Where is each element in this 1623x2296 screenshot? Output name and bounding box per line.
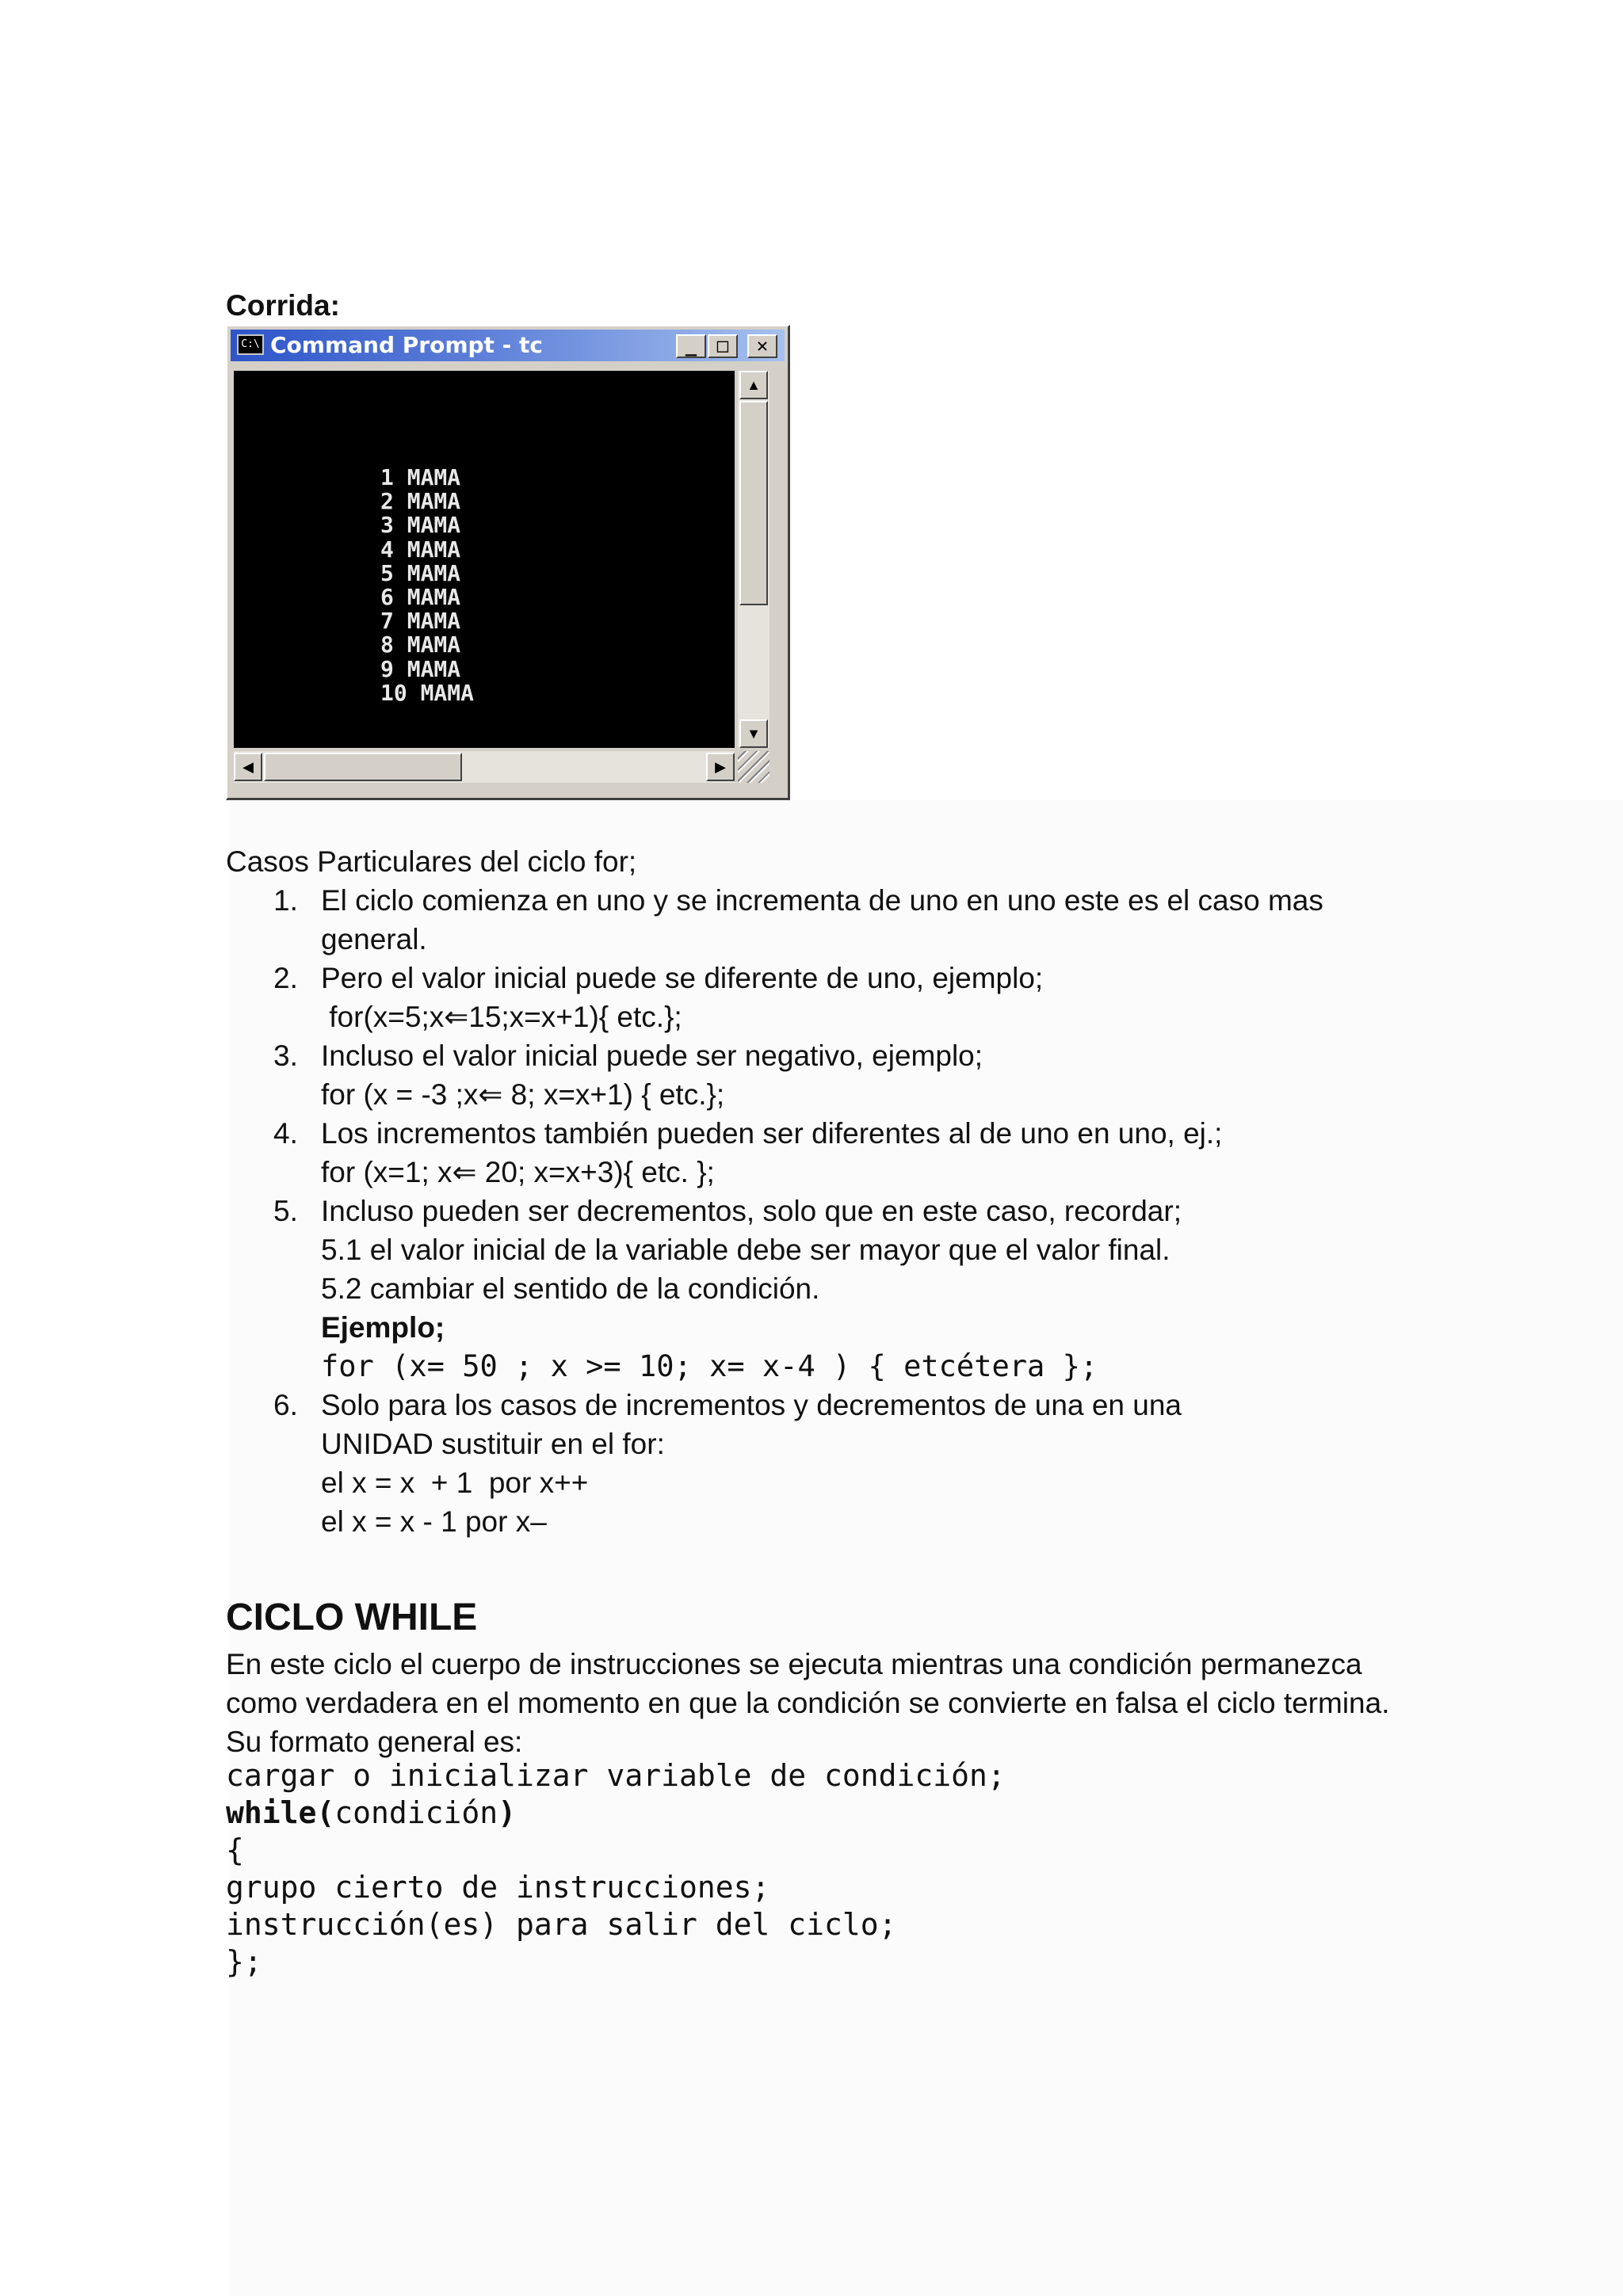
list-item: 3. Incluso el valor inicial puede ser negativo, ejemplo; for (x = -3 ;x⇐ 8; x=x+1) { etc.}; (273, 1039, 983, 1111)
vertical-scroll-thumb (739, 401, 768, 605)
scroll-up-arrow-icon: ▲ (739, 371, 768, 399)
resize-grip-icon (738, 751, 769, 783)
console-line: 1 MAMA (380, 464, 461, 490)
example-code: for (x= 50 ; x >= 10; x= x-4 ) { etcétera }; (321, 1349, 1098, 1383)
code-line: instrucción(es) para salir del ciclo; (226, 1907, 897, 1942)
while-description: En este ciclo el cuerpo de instrucciones se ejecuta mientras una condición permanezca como verdadera en el momento en que la condición se convierte en falsa el ciclo termina. Su formato general es: (226, 1648, 1390, 1758)
section-heading-ciclo-while: CICLO WHILE (226, 1596, 478, 1638)
casos-intro: Casos Particulares del ciclo for; (226, 845, 637, 878)
while-code-block (226, 1757, 1006, 1981)
console-line: 8 MAMA (380, 631, 461, 658)
while-keyword: while (226, 1795, 317, 1830)
vertical-scrollbar (738, 371, 769, 748)
corrida-label: Corrida: (226, 289, 340, 322)
code-line: { (226, 1833, 244, 1867)
code-line: cargar o inicializar variable de condición; (226, 1758, 1006, 1793)
console-line: 5 MAMA (380, 559, 461, 586)
list-item: 1. El ciclo comienza en uno y se incrementa de uno en uno este es el caso mas general. (273, 884, 1323, 955)
cmd-output (380, 466, 474, 705)
command-prompt-window (226, 325, 790, 800)
example-label: Ejemplo; (321, 1311, 445, 1344)
horizontal-scroll-thumb (264, 753, 462, 781)
maximize-icon: □ (708, 334, 738, 358)
code-line: grupo cierto de instrucciones; (226, 1870, 770, 1905)
close-icon: ✕ (747, 334, 777, 358)
console-line: 4 MAMA (380, 536, 461, 563)
cmd-titlebar (231, 330, 785, 361)
minimize-icon: _ (676, 334, 706, 358)
horizontal-scrollbar (234, 751, 735, 783)
scroll-down-arrow-icon: ▼ (739, 719, 768, 748)
cmd-console (234, 371, 735, 748)
casos-list (226, 881, 1462, 1541)
console-line: 9 MAMA (380, 655, 461, 682)
code-line: while(condición) (226, 1795, 517, 1830)
cmd-system-icon: C:\ (237, 334, 264, 355)
list-item: 6. Solo para los casos de incrementos y decrementos de una en una UNIDAD sustituir en el for: el x = x + 1 por x++ el x = x - 1 por x– (273, 1389, 1182, 1538)
console-line: 7 MAMA (380, 608, 461, 635)
console-line: 2 MAMA (380, 488, 461, 515)
list-item: 2. Pero el valor inicial puede se diferente de uno, ejemplo; for(x=5;x⇐15;x=x+1){ etc.}; (273, 962, 1044, 1033)
cmd-title: Command Prompt - tc (270, 332, 544, 358)
casos-section (226, 842, 1462, 1541)
list-item: 5. Incluso pueden ser decrementos, solo que en este caso, recordar; 5.1 el valor inicial de la variable debe ser mayor que el valor final. 5.2 cambiar el sentido de la condición. Ejemplo; for (x= 50 ; x >= 10; x= x-4 ) { etcétera }; (226, 1192, 1462, 1386)
console-line: 6 MAMA (380, 584, 461, 611)
list-item: 4. Los incrementos también pueden ser diferentes al de uno en uno, ej.; for (x=1; x⇐ 20; x=x+3){ etc. }; (273, 1117, 1223, 1188)
console-line: 10 MAMA (380, 679, 475, 706)
console-line: 3 MAMA (380, 512, 461, 539)
scroll-right-arrow-icon: ▶ (706, 753, 735, 781)
code-line: }; (226, 1944, 262, 1979)
scroll-left-arrow-icon: ◀ (234, 753, 262, 781)
